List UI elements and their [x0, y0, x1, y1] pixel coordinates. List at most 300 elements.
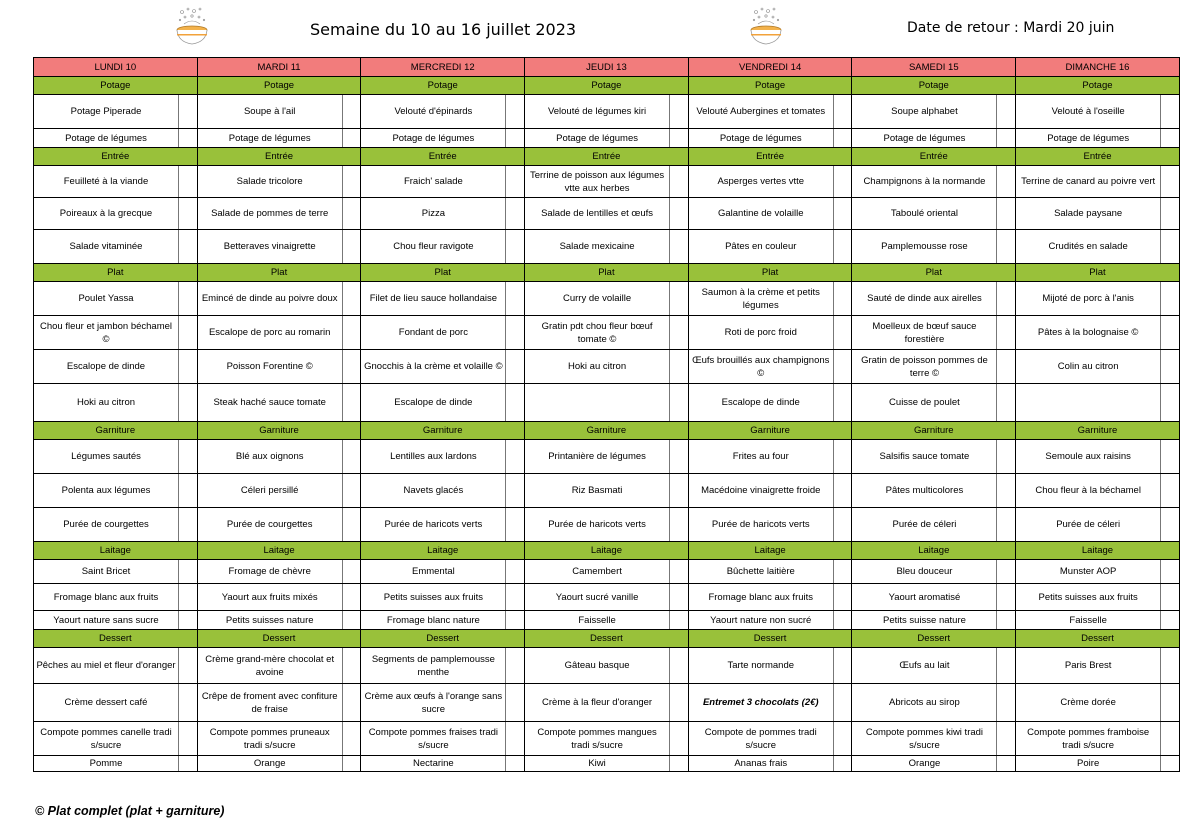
selection-box[interactable] [342, 282, 361, 316]
menu-item: Pâtes en couleur [688, 230, 833, 264]
menu-item: Chou fleur à la béchamel [1016, 474, 1161, 508]
selection-box[interactable] [833, 584, 852, 611]
selection-box[interactable] [506, 95, 525, 129]
section-header-row [34, 542, 1180, 560]
selection-box[interactable] [179, 350, 198, 384]
menu-item: Poulet Yassa [34, 282, 179, 316]
selection-box[interactable] [670, 560, 689, 584]
selection-box[interactable] [1161, 316, 1180, 350]
menu-item: Champignons à la normande [852, 166, 997, 198]
menu-item: Saumon à la crème et petits légumes [688, 282, 833, 316]
menu-item: Pomme [34, 756, 179, 772]
section-header: Laitage [525, 542, 689, 560]
selection-box[interactable] [179, 166, 198, 198]
section-header: Garniture [34, 422, 198, 440]
menu-item: Bûchette laitière [688, 560, 833, 584]
menu-item: Emmental [361, 560, 506, 584]
selection-box[interactable] [670, 316, 689, 350]
selection-box[interactable] [833, 316, 852, 350]
selection-box[interactable] [670, 684, 689, 722]
selection-box[interactable] [1161, 230, 1180, 264]
menu-item: Poisson Forentine © [197, 350, 342, 384]
selection-box[interactable] [1161, 440, 1180, 474]
section-header: Plat [852, 264, 1016, 282]
selection-box[interactable] [670, 129, 689, 148]
menu-item: Gâteau basque [525, 648, 670, 684]
selection-box[interactable] [506, 508, 525, 542]
menu-item: Compote pommes fraises tradi s/sucre [361, 722, 506, 756]
selection-box[interactable] [506, 756, 525, 772]
selection-box[interactable] [833, 384, 852, 422]
section-header: Entrée [197, 148, 361, 166]
selection-box[interactable] [997, 129, 1016, 148]
selection-box[interactable] [1161, 756, 1180, 772]
menu-item: Terrine de canard au poivre vert [1016, 166, 1161, 198]
section-header: Garniture [1016, 422, 1180, 440]
section-header: Garniture [197, 422, 361, 440]
menu-item: Velouté de légumes kiri [525, 95, 670, 129]
selection-box[interactable] [506, 648, 525, 684]
selection-box[interactable] [342, 684, 361, 722]
selection-box[interactable] [997, 282, 1016, 316]
selection-box[interactable] [179, 474, 198, 508]
menu-item: Feuilleté à la viande [34, 166, 179, 198]
menu-item: Petits suisses nature [197, 611, 342, 630]
menu-item: Purée de céleri [1016, 508, 1161, 542]
selection-box[interactable] [506, 584, 525, 611]
selection-box[interactable] [342, 584, 361, 611]
menu-item: Faisselle [525, 611, 670, 630]
menu-item: Compote pommes pruneaux tradi s/sucre [197, 722, 342, 756]
menu-item: Gnocchis à la crème et volaille © [361, 350, 506, 384]
selection-box[interactable] [997, 722, 1016, 756]
selection-box[interactable] [506, 474, 525, 508]
selection-box[interactable] [342, 756, 361, 772]
footnote: © Plat complet (plat + garniture) [35, 804, 225, 818]
menu-item [1016, 384, 1161, 422]
menu-item: Œufs brouillés aux champignons © [688, 350, 833, 384]
selection-box[interactable] [342, 350, 361, 384]
selection-box[interactable] [342, 166, 361, 198]
menu-item: Crème dessert café [34, 684, 179, 722]
menu-item: Paris Brest [1016, 648, 1161, 684]
selection-box[interactable] [997, 584, 1016, 611]
selection-box[interactable] [179, 684, 198, 722]
menu-item: Fromage blanc aux fruits [34, 584, 179, 611]
section-header: Dessert [525, 630, 689, 648]
selection-box[interactable] [833, 129, 852, 148]
section-header: Laitage [1016, 542, 1180, 560]
menu-item: Fromage blanc aux fruits [688, 584, 833, 611]
selection-box[interactable] [670, 611, 689, 630]
menu-item: Entremet 3 chocolats (2€) [688, 684, 833, 722]
day-header: MARDI 11 [197, 58, 361, 77]
menu-item: Crêpe de froment avec confiture de fraise [197, 684, 342, 722]
menu-item: Crème à la fleur d'oranger [525, 684, 670, 722]
menu-item: Terrine de poisson aux légumes vtte aux herbes [525, 166, 670, 198]
selection-box[interactable] [997, 316, 1016, 350]
section-header-row [34, 630, 1180, 648]
menu-row [34, 166, 1180, 198]
selection-box[interactable] [670, 474, 689, 508]
selection-box[interactable] [833, 722, 852, 756]
selection-box[interactable] [997, 508, 1016, 542]
section-header: Dessert [361, 630, 525, 648]
menu-item: Soupe alphabet [852, 95, 997, 129]
section-header: Potage [525, 77, 689, 95]
menu-item: Faisselle [1016, 611, 1161, 630]
selection-box[interactable] [506, 684, 525, 722]
selection-box[interactable] [997, 95, 1016, 129]
section-header: Laitage [361, 542, 525, 560]
menu-item: Frites au four [688, 440, 833, 474]
selection-box[interactable] [670, 756, 689, 772]
menu-item: Chou fleur ravigote [361, 230, 506, 264]
menu-item: Taboulé oriental [852, 198, 997, 230]
menu-item: Escalope de dinde [34, 350, 179, 384]
selection-box[interactable] [997, 648, 1016, 684]
selection-box[interactable] [179, 611, 198, 630]
section-header: Entrée [34, 148, 198, 166]
selection-box[interactable] [179, 129, 198, 148]
menu-item: Steak haché sauce tomate [197, 384, 342, 422]
menu-row [34, 95, 1180, 129]
section-header: Entrée [361, 148, 525, 166]
section-header: Entrée [525, 148, 689, 166]
selection-box[interactable] [342, 722, 361, 756]
selection-box[interactable] [997, 611, 1016, 630]
menu-item: Potage de légumes [34, 129, 179, 148]
menu-item: Salade de pommes de terre [197, 198, 342, 230]
menu-item: Compote de pommes tradi s/sucre [688, 722, 833, 756]
menu-item: Potage de légumes [197, 129, 342, 148]
selection-box[interactable] [1161, 129, 1180, 148]
selection-box[interactable] [506, 350, 525, 384]
selection-box[interactable] [342, 129, 361, 148]
menu-item: Polenta aux légumes [34, 474, 179, 508]
selection-box[interactable] [1161, 684, 1180, 722]
selection-box[interactable] [342, 95, 361, 129]
selection-box[interactable] [1161, 384, 1180, 422]
menu-row [34, 560, 1180, 584]
section-header: Garniture [688, 422, 852, 440]
section-header: Potage [197, 77, 361, 95]
menu-item: Salade mexicaine [525, 230, 670, 264]
menu-item: Bleu douceur [852, 560, 997, 584]
section-header: Plat [525, 264, 689, 282]
menu-item: Sauté de dinde aux airelles [852, 282, 997, 316]
selection-box[interactable] [342, 316, 361, 350]
selection-box[interactable] [833, 560, 852, 584]
selection-box[interactable] [179, 282, 198, 316]
menu-row [34, 282, 1180, 316]
page-title: Semaine du 10 au 16 juillet 2023 [310, 20, 577, 39]
menu-item: Segments de pamplemousse menthe [361, 648, 506, 684]
selection-box[interactable] [342, 384, 361, 422]
menu-item: Compote pommes framboise tradi s/sucre [1016, 722, 1161, 756]
section-header: Potage [688, 77, 852, 95]
selection-box[interactable] [506, 722, 525, 756]
selection-box[interactable] [997, 198, 1016, 230]
selection-box[interactable] [833, 508, 852, 542]
menu-item: Velouté à l'oseille [1016, 95, 1161, 129]
selection-box[interactable] [1161, 722, 1180, 756]
menu-item: Poire [1016, 756, 1161, 772]
selection-box[interactable] [1161, 282, 1180, 316]
selection-box[interactable] [179, 230, 198, 264]
menu-item: Cuisse de poulet [852, 384, 997, 422]
menu-item: Crudités en salade [1016, 230, 1161, 264]
selection-box[interactable] [506, 230, 525, 264]
selection-box[interactable] [506, 129, 525, 148]
menu-item: Orange [197, 756, 342, 772]
menu-item: Velouté Aubergines et tomates [688, 95, 833, 129]
return-date: Date de retour : Mardi 20 juin [907, 20, 1115, 36]
selection-box[interactable] [342, 440, 361, 474]
menu-item: Purée de courgettes [197, 508, 342, 542]
menu-item: Macédoine vinaigrette froide [688, 474, 833, 508]
menu-item: Fraich' salade [361, 166, 506, 198]
selection-box[interactable] [342, 560, 361, 584]
menu-row [34, 648, 1180, 684]
menu-item: Saint Bricet [34, 560, 179, 584]
selection-box[interactable] [997, 166, 1016, 198]
selection-box[interactable] [997, 684, 1016, 722]
section-header: Potage [852, 77, 1016, 95]
selection-box[interactable] [833, 230, 852, 264]
selection-box[interactable] [833, 756, 852, 772]
selection-box[interactable] [670, 198, 689, 230]
selection-box[interactable] [833, 282, 852, 316]
selection-box[interactable] [1161, 166, 1180, 198]
menu-item: Galantine de volaille [688, 198, 833, 230]
menu-item: Camembert [525, 560, 670, 584]
selection-box[interactable] [179, 756, 198, 772]
selection-box[interactable] [833, 611, 852, 630]
selection-box[interactable] [833, 474, 852, 508]
selection-box[interactable] [342, 508, 361, 542]
selection-box[interactable] [179, 584, 198, 611]
section-header: Plat [688, 264, 852, 282]
menu-item: Potage Piperade [34, 95, 179, 129]
selection-box[interactable] [506, 282, 525, 316]
menu-item: Yaourt aromatisé [852, 584, 997, 611]
menu-row [34, 440, 1180, 474]
selection-box[interactable] [833, 648, 852, 684]
day-header-row [34, 58, 1180, 77]
selection-box[interactable] [1161, 648, 1180, 684]
menu-item: Crème grand-mère chocolat et avoine [197, 648, 342, 684]
selection-box[interactable] [670, 166, 689, 198]
menu-item: Pâtes multicolores [852, 474, 997, 508]
menu-item: Chou fleur et jambon béchamel © [34, 316, 179, 350]
menu-item: Petits suisses aux fruits [1016, 584, 1161, 611]
section-header: Plat [34, 264, 198, 282]
selection-box[interactable] [1161, 198, 1180, 230]
menu-item: Mijoté de porc à l'anis [1016, 282, 1161, 316]
menu-item: Salade de lentilles et œufs [525, 198, 670, 230]
menu-item: Escalope de dinde [361, 384, 506, 422]
menu-row [34, 474, 1180, 508]
selection-box[interactable] [506, 198, 525, 230]
menu-item: Salsifis sauce tomate [852, 440, 997, 474]
menu-row [34, 508, 1180, 542]
selection-box[interactable] [506, 611, 525, 630]
day-header: JEUDI 13 [525, 58, 689, 77]
menu-item: Purée de haricots verts [361, 508, 506, 542]
selection-box[interactable] [670, 350, 689, 384]
selection-box[interactable] [833, 440, 852, 474]
selection-box[interactable] [670, 722, 689, 756]
menu-item: Orange [852, 756, 997, 772]
selection-box[interactable] [997, 756, 1016, 772]
selection-box[interactable] [1161, 95, 1180, 129]
menu-item: Abricots au sirop [852, 684, 997, 722]
selection-box[interactable] [670, 384, 689, 422]
menu-item: Œufs au lait [852, 648, 997, 684]
selection-box[interactable] [506, 316, 525, 350]
selection-box[interactable] [179, 384, 198, 422]
section-header: Dessert [852, 630, 1016, 648]
menu-item: Velouté d'épinards [361, 95, 506, 129]
section-header: Plat [361, 264, 525, 282]
menu-item: Escalope de porc au romarin [197, 316, 342, 350]
menu-row [34, 316, 1180, 350]
selection-box[interactable] [670, 508, 689, 542]
selection-box[interactable] [997, 350, 1016, 384]
menu-item: Curry de volaille [525, 282, 670, 316]
selection-box[interactable] [342, 230, 361, 264]
menu-item: Soupe à l'ail [197, 95, 342, 129]
selection-box[interactable] [833, 95, 852, 129]
selection-box[interactable] [997, 560, 1016, 584]
selection-box[interactable] [179, 508, 198, 542]
section-header-row [34, 422, 1180, 440]
menu-item: Purée de céleri [852, 508, 997, 542]
selection-box[interactable] [179, 722, 198, 756]
selection-box[interactable] [1161, 560, 1180, 584]
selection-box[interactable] [670, 440, 689, 474]
menu-item: Filet de lieu sauce hollandaise [361, 282, 506, 316]
section-header: Entrée [852, 148, 1016, 166]
menu-row [34, 350, 1180, 384]
menu-row [34, 230, 1180, 264]
menu-item: Roti de porc froid [688, 316, 833, 350]
selection-box[interactable] [179, 316, 198, 350]
section-header: Dessert [34, 630, 198, 648]
selection-box[interactable] [833, 350, 852, 384]
section-header: Laitage [197, 542, 361, 560]
section-header: Potage [1016, 77, 1180, 95]
selection-box[interactable] [997, 230, 1016, 264]
menu-item: Betteraves vinaigrette [197, 230, 342, 264]
selection-box[interactable] [179, 440, 198, 474]
menu-item: Colin au citron [1016, 350, 1161, 384]
selection-box[interactable] [179, 648, 198, 684]
selection-box[interactable] [179, 560, 198, 584]
selection-box[interactable] [997, 384, 1016, 422]
section-header-row [34, 77, 1180, 95]
selection-box[interactable] [506, 384, 525, 422]
selection-box[interactable] [833, 198, 852, 230]
menu-item: Purée de courgettes [34, 508, 179, 542]
menu-item: Salade tricolore [197, 166, 342, 198]
menu-item: Moelleux de bœuf sauce forestière [852, 316, 997, 350]
menu-item: Munster AOP [1016, 560, 1161, 584]
menu-item: Pêches au miel et fleur d'oranger [34, 648, 179, 684]
menu-item: Poireaux à la grecque [34, 198, 179, 230]
menu-item: Crème dorée [1016, 684, 1161, 722]
menu-item: Pizza [361, 198, 506, 230]
menu-row [34, 198, 1180, 230]
section-header: Potage [361, 77, 525, 95]
menu-item: Gratin pdt chou fleur bœuf tomate © [525, 316, 670, 350]
menu-item: Potage de légumes [525, 129, 670, 148]
menu-item: Fromage blanc nature [361, 611, 506, 630]
menu-item: Petits suisse nature [852, 611, 997, 630]
menu-item: Pamplemousse rose [852, 230, 997, 264]
day-header: MERCREDI 12 [361, 58, 525, 77]
weekly-menu-table [33, 57, 1180, 772]
menu-item: Printanière de légumes [525, 440, 670, 474]
selection-box[interactable] [1161, 474, 1180, 508]
menu-item: Semoule aux raisins [1016, 440, 1161, 474]
selection-box[interactable] [179, 95, 198, 129]
selection-box[interactable] [342, 648, 361, 684]
selection-box[interactable] [670, 282, 689, 316]
selection-box[interactable] [1161, 584, 1180, 611]
selection-box[interactable] [179, 198, 198, 230]
menu-item: Yaourt nature sans sucre [34, 611, 179, 630]
selection-box[interactable] [506, 166, 525, 198]
selection-box[interactable] [342, 611, 361, 630]
selection-box[interactable] [833, 166, 852, 198]
section-header: Garniture [361, 422, 525, 440]
menu-item: Potage de légumes [688, 129, 833, 148]
menu-item: Yaourt aux fruits mixés [197, 584, 342, 611]
selection-box[interactable] [670, 95, 689, 129]
menu-item: Salade paysane [1016, 198, 1161, 230]
selection-box[interactable] [997, 440, 1016, 474]
page-header [0, 0, 1203, 56]
section-header-row [34, 148, 1180, 166]
menu-item: Purée de haricots verts [525, 508, 670, 542]
selection-box[interactable] [670, 584, 689, 611]
selection-box[interactable] [342, 198, 361, 230]
selection-box[interactable] [1161, 508, 1180, 542]
soup-bowl-icon [746, 6, 786, 48]
selection-box[interactable] [506, 440, 525, 474]
menu-item: Petits suisses aux fruits [361, 584, 506, 611]
selection-box[interactable] [670, 648, 689, 684]
section-header: Potage [34, 77, 198, 95]
menu-item: Crème aux œufs à l'orange sans sucre [361, 684, 506, 722]
selection-box[interactable] [833, 684, 852, 722]
menu-item: Yaourt sucré vanille [525, 584, 670, 611]
selection-box[interactable] [1161, 350, 1180, 384]
menu-row [34, 129, 1180, 148]
selection-box[interactable] [506, 560, 525, 584]
day-header: SAMEDI 15 [852, 58, 1016, 77]
menu-row [34, 384, 1180, 422]
selection-box[interactable] [1161, 611, 1180, 630]
selection-box[interactable] [342, 474, 361, 508]
section-header: Plat [197, 264, 361, 282]
selection-box[interactable] [670, 230, 689, 264]
menu-item: Compote pommes mangues tradi s/sucre [525, 722, 670, 756]
section-header: Plat [1016, 264, 1180, 282]
selection-box[interactable] [997, 474, 1016, 508]
